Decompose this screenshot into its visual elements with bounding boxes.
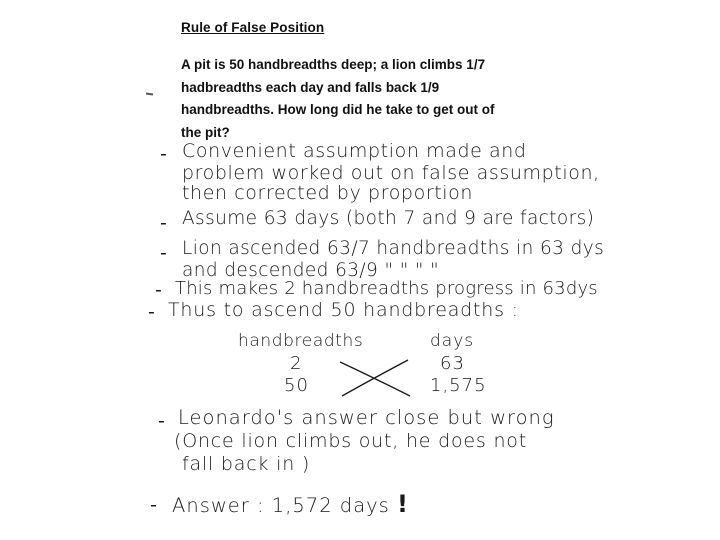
note-line: Leonardo's answer close but wrong xyxy=(178,406,555,429)
note-line: Convenient assumption made and xyxy=(182,140,527,162)
table-cell: 63 xyxy=(440,353,465,374)
table-header: days xyxy=(430,331,475,351)
problem-line: the pit? xyxy=(181,124,230,140)
bullet-dash: - xyxy=(160,143,167,165)
bullet-dash: - xyxy=(160,242,167,264)
table-header: handbreadths xyxy=(238,331,364,351)
note-line: problem worked out on false assumption, xyxy=(182,162,600,184)
note-line: (Once lion climbs out, he does not xyxy=(174,430,527,452)
problem-line: hadbreadths each day and falls back 1/9 xyxy=(181,79,440,95)
problem-line: A pit is 50 handbreadths deep; a lion climbs 1/7 xyxy=(181,57,486,72)
note-line: Lion ascended 63/7 handbreadths in 63 dys xyxy=(182,238,605,259)
answer-text: Answer : 1,572 days xyxy=(172,494,390,517)
bullet-dash: - xyxy=(158,410,165,432)
table-cell: 2 xyxy=(290,353,303,374)
bullet-dash: - xyxy=(155,279,162,301)
bullet-dash: - xyxy=(148,301,155,323)
cross-multiply-icon xyxy=(336,352,416,402)
note-line: then corrected by proportion xyxy=(182,182,474,204)
problem-line: handbreadths. How long did he take to get out of xyxy=(181,102,495,117)
note-line: This makes 2 handbreadths progress in 63dys xyxy=(175,278,598,299)
note-line: Thus to ascend 50 handbreadths : xyxy=(168,299,519,321)
note-line: fall back in ) xyxy=(182,453,311,475)
note-line: Assume 63 days (both 7 and 9 are factors) xyxy=(182,208,595,229)
table-cell: 50 xyxy=(284,375,309,396)
table-cell: 1,575 xyxy=(430,375,487,396)
problem-statement xyxy=(181,54,621,144)
note-line: and descended 63/9 " " " " xyxy=(182,260,439,281)
page-title: Rule of False Position xyxy=(181,20,325,35)
stray-mark xyxy=(146,93,153,96)
bullet-dash: - xyxy=(150,494,157,516)
answer-line xyxy=(172,490,409,518)
exclamation-mark: ! xyxy=(397,490,409,518)
bullet-dash: - xyxy=(160,212,167,234)
